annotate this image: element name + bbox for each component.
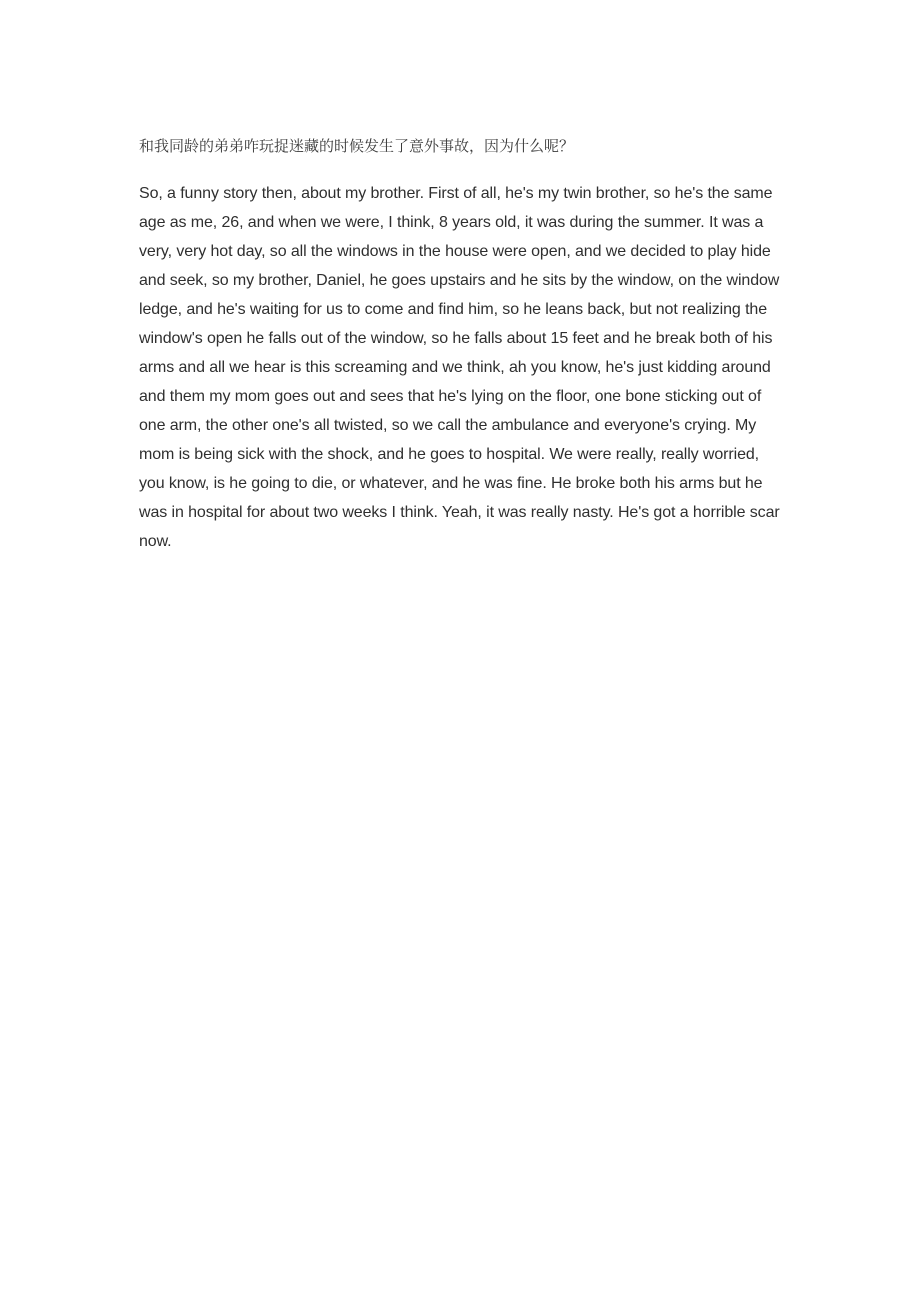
question-heading: 和我同龄的弟弟咋玩捉迷藏的时候发生了意外事故，因为什么呢？ bbox=[139, 137, 575, 155]
story-paragraph: So, a funny story then, about my brother. First of all, he's my twin brother, so he's the same age as me, 26, and when we were, I think, 8 years old, it was during the summer. It was a very, very hot day, so all the windows in the house were open, and we decided to play hide and seek, so my brother, Daniel, he goes upstairs and he sits by the window, on the window ledge, and he's waiting for us to come and find him, so he leans back, but not realizing the window's open he falls out of the window, so he falls about 15 feet and he break both of his arms and all we hear is this screaming and we think, ah you know, he's just kidding around and them my mom goes out and sees that he's lying on the floor, one bone sticking out of one arm, the other one's all twisted, so we call the ambulance and everyone's crying. My mom is being sick with the shock, and he goes to hospital. We were really, really worried, you know, is he going to die, or whatever, and he was fine. He broke both his arms but he was in hospital for about two weeks I think. Yeah, it was really nasty. He's got a horrible scar now. bbox=[139, 185, 780, 550]
